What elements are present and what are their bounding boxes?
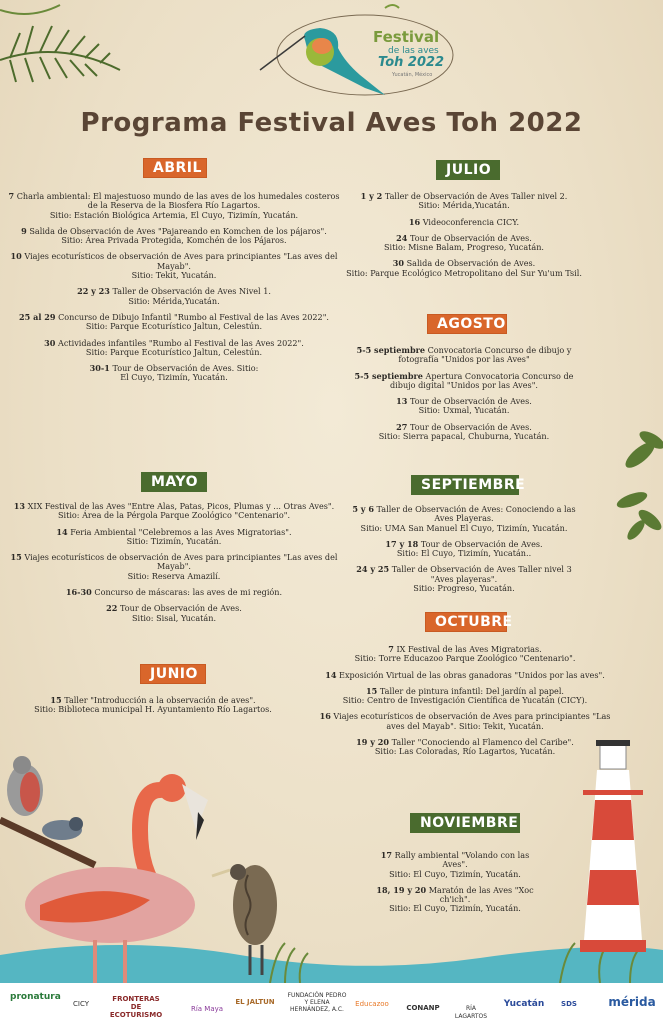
- list-item: 30 Salida de Observación de Aves. Sitio: Parque Ecológico Metropolitano del Sur Yu'um Tsil.: [346, 258, 582, 278]
- sponsor-logo: mérida: [608, 995, 656, 1009]
- lighthouse-icon: [580, 740, 646, 952]
- list-item: 7 IX Festival de las Aves Migratorias. Sitio: Torre Educazoo Parque Zoológico "Centenario".: [354, 644, 576, 664]
- sponsor-logo: FUNDACIÓN PEDRO Y ELENA HERNÁNDEZ, A.C.: [287, 992, 347, 1013]
- list-item: 19 y 20 Taller "Conociendo al Flamenco del Caribe". Sitio: Las Coloradas, Río Lagartos, Yucatán.: [356, 737, 574, 757]
- sponsor-logo: Educazoo: [355, 1000, 389, 1008]
- list-item: 16 Videoconferencia CICY.: [408, 216, 520, 227]
- month-agosto: AGOSTO: [427, 314, 507, 334]
- sponsor-logo: CONANP: [406, 1004, 440, 1012]
- month-octubre: OCTUBRE: [425, 612, 507, 632]
- list-item: 10 Viajes ecoturísticos de observación de Aves para principiantes "Las aves del Mayab". Sitio: Tekit, Yucatán.: [10, 251, 338, 281]
- month-abril: ABRIL: [143, 158, 207, 178]
- list-item: 9 Salida de Observación de Aves "Pajareando en Komchen de los pájaros". Sitio: Área Privada Protegida, Komchén de los Pájaros.: [21, 225, 327, 246]
- list-item: 7 Charla ambiental: El majestuoso mundo de las aves de los humedales costeros de la Reserva de la Biosfera Río Lagartos. Sitio: Estación Biológica Artemia, El Cuyo, Tizimín, Yucatán.: [8, 191, 340, 220]
- octubre-events: [318, 645, 612, 764]
- sponsor-logo: Yucatán: [503, 999, 545, 1009]
- list-item: 15 Taller "Introducción a la observación de aves". Sitio: Biblioteca municipal H. Ayuntamiento Río Lagartos.: [34, 695, 272, 715]
- month-junio: JUNIO: [140, 664, 206, 684]
- logo-year-text: Toh 2022: [378, 55, 445, 70]
- list-item: 24 Tour de Observación de Aves. Sitio: Misne Balam, Progreso, Yucatán.: [383, 232, 545, 253]
- logo-de-las-aves-text: de las aves: [388, 46, 439, 56]
- sponsor-logo: RÍA LAGARTOS: [454, 1005, 488, 1020]
- sponsor-logo: FRONTERAS DE ECOTURISMO: [109, 995, 163, 1019]
- list-item: 15 Taller de pintura infantil: Del jardín al papel. Sitio: Centro de Investigación Científica de Yucatán (CICY).: [342, 685, 588, 706]
- list-item: 24 y 25 Taller de Observación de Aves Taller nivel 3 "Aves playeras". Sitio: Progreso, Yucatán.: [356, 564, 572, 594]
- list-item: 13 Tour de Observación de Aves. Sitio: Uxmal, Yucatán.: [396, 396, 532, 416]
- list-item: 1 y 2 Taller de Observación de Aves Taller nivel 2. Sitio: Mérida,Yucatán.: [360, 191, 568, 211]
- agosto-events: [344, 346, 584, 448]
- list-item: 14 Exposición Virtual de las obras ganadoras "Unidos por las aves".: [325, 669, 605, 680]
- list-item: 22 Tour de Observación de Aves. Sitio: Sisal, Yucatán.: [106, 603, 242, 623]
- page-title: Programa Festival Aves Toh 2022: [80, 108, 583, 138]
- list-item: 5-5 septiembre Apertura Convocatoria Concurso de dibujo digital "Unidos por las Aves".: [354, 370, 574, 390]
- noviembre-events: [370, 851, 540, 921]
- list-item: 15 Viajes ecoturísticos de observación de Aves para principiantes "Las aves del Mayab". Sitio: Reserva Amazilí.: [10, 552, 338, 581]
- list-item: 17 y 18 Tour de Observación de Aves. Sitio: El Cuyo, Tizimín, Yucatán..: [385, 538, 543, 559]
- list-item: 30-1 Tour de Observación de Aves. Sitio: El Cuyo, Tizimín, Yucatán.: [89, 363, 259, 383]
- junio-events: [8, 696, 298, 722]
- abril-events: [8, 192, 340, 390]
- sponsor-logo: SDS: [561, 1000, 577, 1008]
- list-item: 13 XIX Festival de las Aves "Entre Alas, Patas, Picos, Plumas y ... Otras Aves". Sitio: Área de la Pérgola Parque Zoológico "Centenario".: [13, 501, 335, 521]
- logo-location-text: Yucatán, México: [392, 72, 433, 78]
- palm-leaf-icon: [0, 5, 120, 82]
- list-item: 5-5 septiembre Convocatoria Concurso de dibujo y fotografía "Unidos por las Aves": [356, 345, 572, 365]
- list-item: 22 y 23 Taller de Observación de Aves Nivel 1. Sitio: Mérida,Yucatán.: [77, 286, 271, 306]
- month-julio: JULIO: [436, 160, 500, 180]
- list-item: 17 Rally ambiental "Volando con las Aves". Sitio: El Cuyo, Tizimín, Yucatán.: [380, 850, 530, 879]
- sponsor-logo: EL JALTUN: [235, 998, 275, 1006]
- month-septiembre: SEPTIEMBRE: [411, 475, 519, 495]
- list-item: 16-30 Concurso de máscaras: las aves de mi región.: [65, 587, 283, 598]
- list-item: 14 Feria Ambiental "Celebremos a las Aves Migratorias". Sitio: Tizimín, Yucatán.: [56, 526, 292, 546]
- month-mayo: MAYO: [141, 472, 207, 492]
- mayo-events: [8, 502, 340, 630]
- septiembre-events: [344, 505, 584, 600]
- bird-icon: [0, 756, 95, 865]
- sponsor-logo: CICY: [73, 1000, 89, 1008]
- list-item: 16 Viajes ecoturísticos de observación de Aves para principiantes "Las aves del Mayab". Sitio: Tekit, Yucatán.: [319, 711, 611, 731]
- julio-events: [344, 192, 584, 285]
- list-item: 30 Actividades infantiles "Rumbo al Festival de las Aves 2022". Sitio: Parque Ecoturístico Jaltun, Celestún.: [44, 337, 304, 357]
- list-item: 25 al 29 Concurso de Dibujo Infantil "Rumbo al Festival de las Aves 2022". Sitio: Parque Ecoturístico Jaltun, Celestún.: [19, 311, 329, 332]
- sponsor-logo: pronatura: [10, 992, 61, 1002]
- sponsor-logo: Ría Maya: [190, 1005, 224, 1013]
- month-noviembre: NOVIEMBRE: [410, 813, 520, 833]
- leaf-branch-icon: [615, 428, 663, 543]
- list-item: 18, 19 y 20 Maratón de las Aves "Xoc ch'ich". Sitio: El Cuyo, Tizimín, Yucatán.: [376, 884, 534, 914]
- list-item: 27 Tour de Observación de Aves. Sitio: Sierra papacal, Chuburna, Yucatán.: [378, 421, 550, 442]
- list-item: 5 y 6 Taller de Observación de Aves: Conociendo a las Aves Playeras. Sitio: UMA San Manuel El Cuyo, Tizimín, Yucatán.: [352, 504, 576, 533]
- logo-festival-text: Festival: [373, 28, 440, 46]
